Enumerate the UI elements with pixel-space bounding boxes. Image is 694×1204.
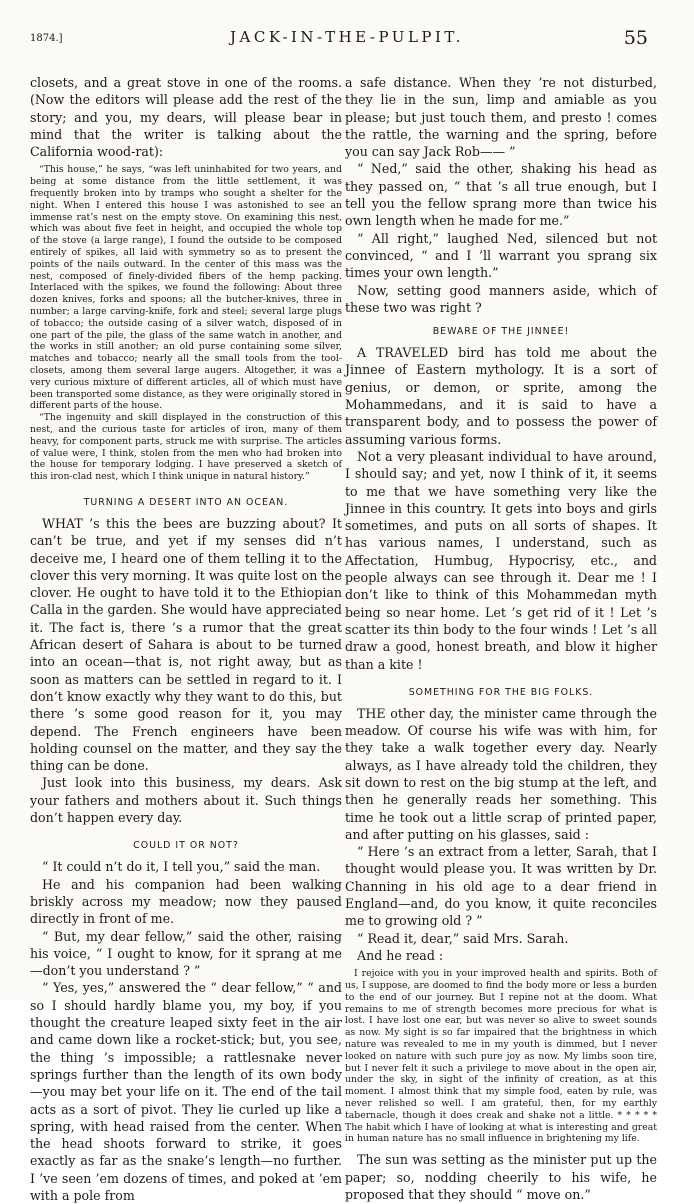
quote-paragraph: “This house,” he says, “was left uninhabited for two years, and being at some distance from the little settlement, it was frequently broken into by tramps who sought a shelter for the night. When I entered this house I was astonished to see an immense rat’s nest on the empty stove. On examining this nest, which was about five feet in height, and occupied the whole top of the stove (a large range), I found the outside to be composed entirely of spikes, all laid with symmetry so as to present the points of the nails outward. In the center of this mass was the nest, composed of finely-divided fibers of the hemp packing. Interlaced with the spikes, we found the following: About three dozen knives, forks and spoons; all the butcher-knives, three in number; a large carving-knife, fork and steel; several large plugs of tobacco; the outside casing of a silver watch, disposed of in one part of the pile, the glass of the same watch in another, and the works in still another; an old purse containing some silver, matches and tobacco; nearly all the small tools from the tool-closets, among them several large augers. Altogether, it was a very curious mixture of different articles, all of which must have been transported some distance, as they were originally stored in different parts of the house. [30, 164, 342, 412]
body-paragraph: “ Yes, yes,” answered the “ dear fellow,” “ and so I should hardly blame you, my boy, if you thought the creature leaped sixty feet in the air and came down like a rocket-stick; but, you see, the thing ’s impossible; a rattlesnake never springs further than the length of its own body—you may bet your life on it. The end of the tail acts as a sort of pivot. They lie curled up like a spring, with head raised from the center. When the head shoots forward to strike, it goes exactly as far as the snake’s length—no further. I ’ve seen ’em dozens of times, and poked at ’em with a pole from [30, 980, 342, 1203]
quoted-letter-block [30, 164, 342, 483]
body-paragraph: Just look into this business, my dears. Ask your fathers and mothers about it. Such things don’t happen every day. [30, 775, 342, 826]
quote-paragraph: “The ingenuity and skill displayed in the construction of this nest, and the curious taste for articles of iron, many of them heavy, for component parts, struck me with surprise. The articles of value were, I think, stolen from the men who had broken into the house for temporary lodging. I have preserved a sketch of this iron-clad nest, which I think unique in natural history.” [30, 412, 342, 483]
intro-paragraph: closets, and a great stove in one of the rooms. (Now the editors will please add the rest of the story; and you, my dears, will please bear in mind that the writer is talking about the California wood-rat): [30, 75, 342, 160]
running-title: JACK-IN-THE-PULPIT. [230, 28, 464, 46]
body-paragraph: “ It could n’t do it, I tell you,” said the man. [42, 859, 321, 875]
body-paragraph: “ Ned,” said the other, shaking his head as they passed on, “ that ’s all true enough, but I tell you the fellow sprang more than twice his own length when he made for me.” [345, 161, 657, 229]
section-heading-jinnee: BEWARE OF THE JINNEE! [432, 326, 570, 338]
body-paragraph: WHAT ’s this the bees are buzzing about? It can’t be true, and yet if my senses did n’t deceive me, I heard one of them telling it to the clover this very morning. It was quite lost on the clover. He ought to have told it to the Ethiopian Calla in the garden. She would have appreciated it. The fact is, there ’s a rumor that the great African desert of Sahara is about to be turned into an ocean—that is, not right away, but as soon as matters can be settled in regard to it. I don’t know exactly why they want to do this, but there ’s some good reason for it, you may depend. The French engineers have been holding counsel on the matter, and they say the thing can be done. [30, 516, 342, 774]
section-heading-desert: TURNING A DESERT INTO AN OCEAN. [83, 497, 289, 508]
body-paragraph: He and his companion had been walking briskly across my meadow; now they paused directly in front of me. [30, 876, 342, 927]
body-paragraph: Not a very pleasant individual to have around, I should say; and yet, now I think of it, it seems to me that we have something very like the Jinnee in this country. It gets into boys and girls sometimes, and puts on all sorts of shapes. It has various names, I understand, such as Affectation, Humbug, Hypocrisy, etc., and people always can see through it. Dear me ! I don’t like to think of this Mohammedan myth being so near home. Let ’s get rid of it ! Let ’s scatter its thin body to the four winds ! Let ’s all draw a good, honest breath, and blow it higher than a kite ! [345, 448, 657, 672]
quoted-letter-block [345, 968, 657, 1145]
left-column [30, 74, 342, 1204]
body-paragraph: “ All right,” laughed Ned, silenced but not convinced, “ and I ’ll warrant you sprang six times your own length.” [345, 230, 657, 281]
body-paragraph: a safe distance. When they ’re not disturbed, they lie in the sun, limp and amiable as you please; but just touch them, and presto ! comes the rattle, the warning and the spring, before you can say Jack Rob—— ” [345, 75, 657, 160]
body-paragraph: The sun was setting as the minister put up the paper; so, nodding cheerily to his wife, he proposed that they should “ move on.” [345, 1152, 657, 1202]
right-column [345, 74, 657, 1203]
header-year: 1874.] [30, 33, 63, 44]
body-paragraph: A TRAVELED bird has told me about the Jinnee of Eastern mythology. It is a sort of genius, or demon, or sprite, among the Mohammedans, and it is said to have a transparent body, and to possess the power of assuming various forms. [345, 345, 657, 447]
body-paragraph: THE other day, the minister came through the meadow. Of course his wife was with him, for they take a walk together every day. Nearly always, as I have already told the children, they sit down to rest on the big stump at the left, and then he generally reads her something. This time he took out a little scrap of printed paper, and after putting on his glasses, said : [345, 705, 657, 842]
section-heading-big-folks: SOMETHING FOR THE BIG FOLKS. [408, 686, 594, 698]
body-paragraph: “ Here ’s an extract from a letter, Sarah, that I thought would please you. It was written by Dr. Channing in his old age to a dear friend in England—and, do you know, it quite reconciles me to growing old ? ” [345, 844, 657, 929]
page-number: 55 [623, 27, 648, 49]
body-paragraph: “ But, my dear fellow,” said the other, raising his voice, “ I ought to know, for it sprang at me—don’t you understand ? ” [30, 928, 342, 979]
letter-extract: I rejoice with you in your improved health and spirits. Both of us, I suppose, are doomed to find the body more or less a burden to the end of our journey. But I repine not at the doom. What remains to me of strength becomes more precious for what is lost. I have lost one ear, but was never so alive to sweet sounds as now. My sight is so far impaired that the brightness in which nature was revealed to me in my youth is dimmed, but I never looked on nature with such pure joy as now. My limbs soon tire, but I never felt it such a privilege to move about in the open air, under the sky, in sight of the infinity of creation, as at this moment. I almost think that my simple food, eaten by rule, was never relished so well. I am grateful, then, for my earthly tabernacle, though it does creak and shake not a little. * * * * * The habit which I have of looking at what is interesting and great in human nature has no small influence in brightening my life. [345, 968, 657, 1145]
body-paragraph: Now, setting good manners aside, which of these two was right ? [345, 282, 657, 315]
body-paragraph: “ Read it, dear,” said Mrs. Sarah. [357, 930, 569, 946]
body-paragraph: And he read : [357, 947, 444, 963]
section-heading-could-it: COULD IT OR NOT? [133, 840, 239, 852]
